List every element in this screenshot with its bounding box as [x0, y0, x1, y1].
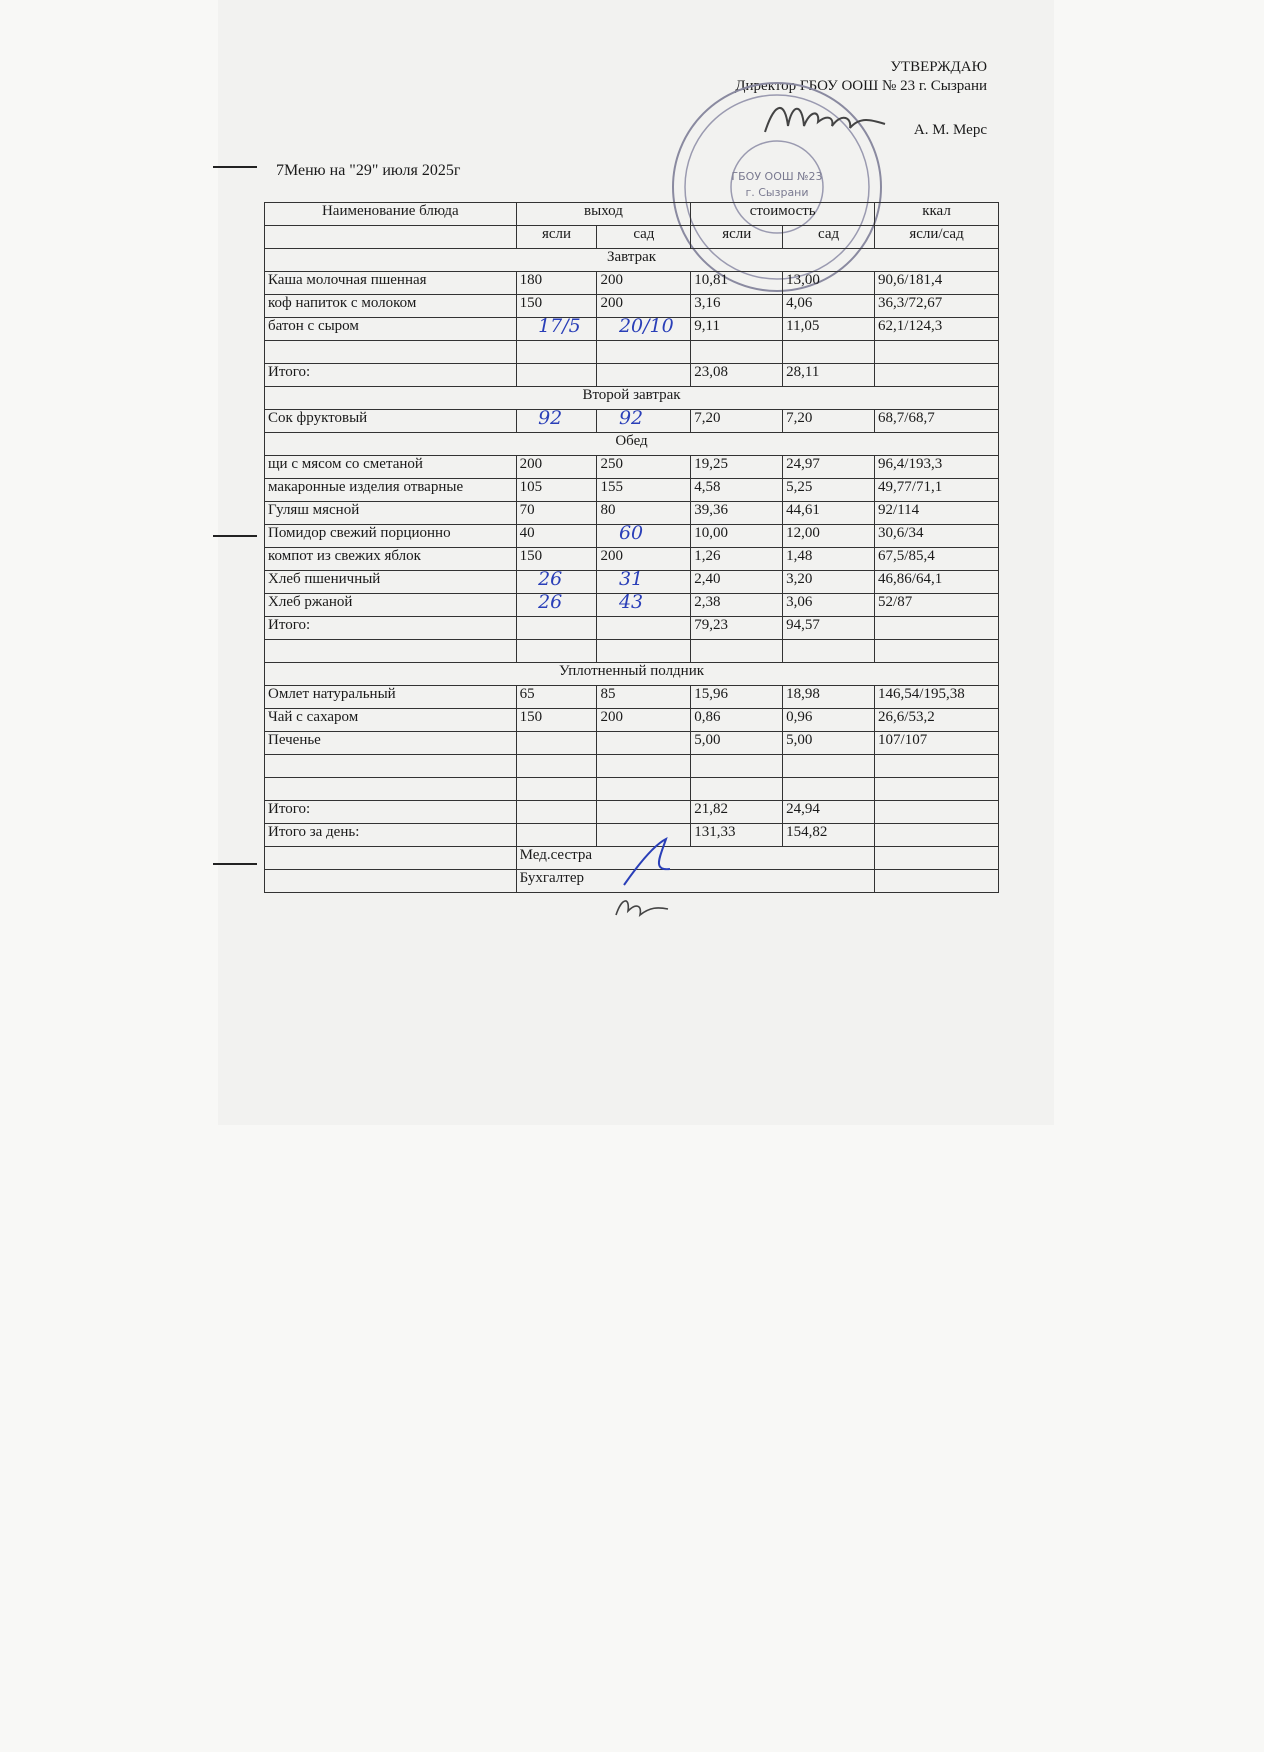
dish-name	[265, 640, 517, 663]
dish-name: Сок фруктовый	[265, 410, 517, 433]
kcal: 49,77/71,1	[875, 479, 999, 502]
table-row	[265, 801, 999, 824]
margin-mark	[213, 863, 257, 865]
cost-yasli	[691, 755, 783, 778]
subheader-out-yasli: ясли	[516, 226, 597, 249]
dish-name: Чай с сахаром	[265, 709, 517, 732]
cost-sad: 13,00	[783, 272, 875, 295]
out-yasli	[516, 364, 597, 387]
out-sad	[597, 617, 691, 640]
kcal	[875, 640, 999, 663]
nurse-signature	[620, 835, 676, 891]
out-sad: 155	[597, 479, 691, 502]
cost-yasli	[691, 640, 783, 663]
approval-name: А. М. Мерс	[913, 122, 987, 138]
cost-yasli: 19,25	[691, 456, 783, 479]
out-sad	[597, 571, 691, 594]
out-yasli	[516, 640, 597, 663]
kcal: 68,7/68,7	[875, 410, 999, 433]
out-yasli: 200	[516, 456, 597, 479]
cost-sad: 12,00	[783, 525, 875, 548]
handwritten-value: 92	[538, 406, 563, 429]
out-sad: 200	[597, 548, 691, 571]
day-total-label: Итого за день:	[265, 824, 517, 847]
subheader-cost-sad: сад	[783, 226, 875, 249]
out-sad: 80	[597, 502, 691, 525]
cost-yasli: 10,00	[691, 525, 783, 548]
table-row	[265, 709, 999, 732]
kcal: 62,1/124,3	[875, 318, 999, 341]
out-sad	[597, 755, 691, 778]
handwritten-value: 26	[538, 590, 563, 613]
out-sad: 85	[597, 686, 691, 709]
dish-name: Итого:	[265, 617, 517, 640]
kcal: 90,6/181,4	[875, 272, 999, 295]
kcal: 52/87	[875, 594, 999, 617]
table-row	[265, 479, 999, 502]
cost-yasli: 21,82	[691, 801, 783, 824]
handwritten-value: 60	[618, 521, 644, 544]
cost-sad: 44,61	[783, 502, 875, 525]
cost-yasli: 0,86	[691, 709, 783, 732]
cost-yasli: 5,00	[691, 732, 783, 755]
subheader-row	[265, 226, 999, 249]
menu-table	[264, 202, 999, 893]
out-sad: 200	[597, 272, 691, 295]
kcal	[875, 364, 999, 387]
out-yasli: 150	[516, 709, 597, 732]
dish-name: батон с сыром	[265, 318, 517, 341]
cost-sad: 94,57	[783, 617, 875, 640]
kcal: 96,4/193,3	[875, 456, 999, 479]
kcal: 36,3/72,67	[875, 295, 999, 318]
out-yasli	[516, 732, 597, 755]
dish-name: макаронные изделия отварные	[265, 479, 517, 502]
handwritten-value: 92	[618, 406, 644, 429]
out-yasli: 105	[516, 479, 597, 502]
table-row	[265, 686, 999, 709]
cost-yasli: 2,38	[691, 594, 783, 617]
cost-yasli: 1,26	[691, 548, 783, 571]
table-row	[265, 617, 999, 640]
out-sad	[597, 732, 691, 755]
out-sad	[597, 594, 691, 617]
cost-yasli: 10,81	[691, 272, 783, 295]
section-title: Уплотненный полдник	[265, 663, 999, 686]
cost-sad: 18,98	[783, 686, 875, 709]
out-yasli: 150	[516, 548, 597, 571]
section-row	[265, 433, 999, 456]
cost-yasli: 39,36	[691, 502, 783, 525]
cost-sad: 0,96	[783, 709, 875, 732]
subheader-cost-yasli: ясли	[691, 226, 783, 249]
cost-sad	[783, 755, 875, 778]
section-row	[265, 663, 999, 686]
cost-sad: 3,20	[783, 571, 875, 594]
menu-title: 7Меню на "29" июля 2025г	[276, 162, 461, 179]
dish-name: Хлеб пшеничный	[265, 571, 517, 594]
dish-name: Печенье	[265, 732, 517, 755]
blank	[875, 824, 999, 847]
cost-sad	[783, 341, 875, 364]
cost-sad	[783, 640, 875, 663]
header-row	[265, 203, 999, 226]
handwritten-value: 20/10	[618, 314, 674, 337]
out-yasli	[516, 755, 597, 778]
cost-yasli: 9,11	[691, 318, 783, 341]
out-yasli	[516, 617, 597, 640]
cost-yasli: 3,16	[691, 295, 783, 318]
blank	[516, 824, 597, 847]
cost-yasli: 79,23	[691, 617, 783, 640]
table-row	[265, 272, 999, 295]
margin-mark	[213, 535, 257, 537]
section-title: Завтрак	[265, 249, 999, 272]
kcal	[875, 617, 999, 640]
out-yasli	[516, 778, 597, 801]
header-name: Наименование блюда	[265, 203, 517, 226]
header-output: выход	[516, 203, 691, 226]
cost-sad	[783, 778, 875, 801]
dish-name: Каша молочная пшенная	[265, 272, 517, 295]
out-yasli: 150	[516, 295, 597, 318]
handwritten-value: 17/5	[538, 314, 581, 337]
section-title: Второй завтрак	[265, 387, 999, 410]
svg-text:г. Сызрани: г. Сызрани	[745, 186, 809, 199]
header-kcal: ккал	[875, 203, 999, 226]
dish-name: коф напиток с молоком	[265, 295, 517, 318]
out-yasli: 40	[516, 525, 597, 548]
dish-name: Итого:	[265, 364, 517, 387]
dish-name: компот из свежих яблок	[265, 548, 517, 571]
out-sad	[597, 364, 691, 387]
cost-sad: 5,00	[783, 732, 875, 755]
kcal	[875, 755, 999, 778]
out-sad	[597, 525, 691, 548]
section-row	[265, 249, 999, 272]
dish-name: Итого:	[265, 801, 517, 824]
table-row	[265, 640, 999, 663]
cost-yasli: 2,40	[691, 571, 783, 594]
dish-name: Хлеб ржаной	[265, 594, 517, 617]
accountant-signature	[612, 893, 672, 923]
cost-sad: 7,20	[783, 410, 875, 433]
table-row	[265, 732, 999, 755]
kcal	[875, 341, 999, 364]
subheader-out-sad: сад	[597, 226, 691, 249]
cost-yasli: 7,20	[691, 410, 783, 433]
handwritten-value: 43	[618, 590, 644, 613]
cost-sad: 4,06	[783, 295, 875, 318]
cost-sad: 5,25	[783, 479, 875, 502]
cost-sad: 3,06	[783, 594, 875, 617]
kcal: 46,86/64,1	[875, 571, 999, 594]
margin-mark	[213, 166, 257, 168]
table-row	[265, 778, 999, 801]
cost-yasli	[691, 778, 783, 801]
signature-accountant: Бухгалтер	[516, 870, 874, 893]
kcal: 107/107	[875, 732, 999, 755]
out-sad: 250	[597, 456, 691, 479]
kcal	[875, 778, 999, 801]
kcal	[875, 801, 999, 824]
signature-nurse: Мед.сестра	[516, 847, 874, 870]
out-yasli	[516, 341, 597, 364]
handwritten-value: 26	[538, 567, 563, 590]
dish-name: Гуляш мясной	[265, 502, 517, 525]
dish-name: Омлет натуральный	[265, 686, 517, 709]
out-sad: 200	[597, 709, 691, 732]
out-yasli: 65	[516, 686, 597, 709]
out-sad	[597, 341, 691, 364]
cost-yasli: 23,08	[691, 364, 783, 387]
cost-yasli: 15,96	[691, 686, 783, 709]
cost-sad: 28,11	[783, 364, 875, 387]
kcal: 30,6/34	[875, 525, 999, 548]
out-yasli: 180	[516, 272, 597, 295]
kcal: 26,6/53,2	[875, 709, 999, 732]
cost-sad: 1,48	[783, 548, 875, 571]
subheader-kcal: ясли/сад	[875, 226, 999, 249]
out-sad	[597, 778, 691, 801]
out-sad	[597, 410, 691, 433]
kcal: 146,54/195,38	[875, 686, 999, 709]
cost-yasli	[691, 341, 783, 364]
svg-text:ГБОУ ООШ №23: ГБОУ ООШ №23	[731, 170, 823, 183]
out-sad: 200	[597, 295, 691, 318]
out-sad	[597, 640, 691, 663]
dish-name: Помидор свежий порционно	[265, 525, 517, 548]
out-sad	[597, 801, 691, 824]
cost-sad: 11,05	[783, 318, 875, 341]
kcal: 92/114	[875, 502, 999, 525]
cost-yasli: 4,58	[691, 479, 783, 502]
section-title: Обед	[265, 433, 999, 456]
table-row	[265, 456, 999, 479]
dish-name	[265, 755, 517, 778]
kcal: 67,5/85,4	[875, 548, 999, 571]
cost-sad: 24,94	[783, 801, 875, 824]
cost-sad: 24,97	[783, 456, 875, 479]
out-yasli	[516, 801, 597, 824]
director-signature	[760, 96, 890, 144]
header-cost: стоимость	[691, 203, 875, 226]
approval-position: Директор ГБОУ ООШ № 23 г. Сызрани	[735, 78, 987, 94]
table-row	[265, 341, 999, 364]
dish-name	[265, 778, 517, 801]
out-yasli: 70	[516, 502, 597, 525]
day-total-sad: 154,82	[783, 824, 875, 847]
menu-table-body	[265, 203, 999, 893]
dish-name: щи с мясом со сметаной	[265, 456, 517, 479]
day-total-yasli: 131,33	[691, 824, 783, 847]
approval-heading: УТВЕРЖДАЮ	[890, 59, 987, 75]
table-row	[265, 364, 999, 387]
dish-name	[265, 341, 517, 364]
handwritten-value: 31	[618, 567, 644, 590]
table-row	[265, 755, 999, 778]
